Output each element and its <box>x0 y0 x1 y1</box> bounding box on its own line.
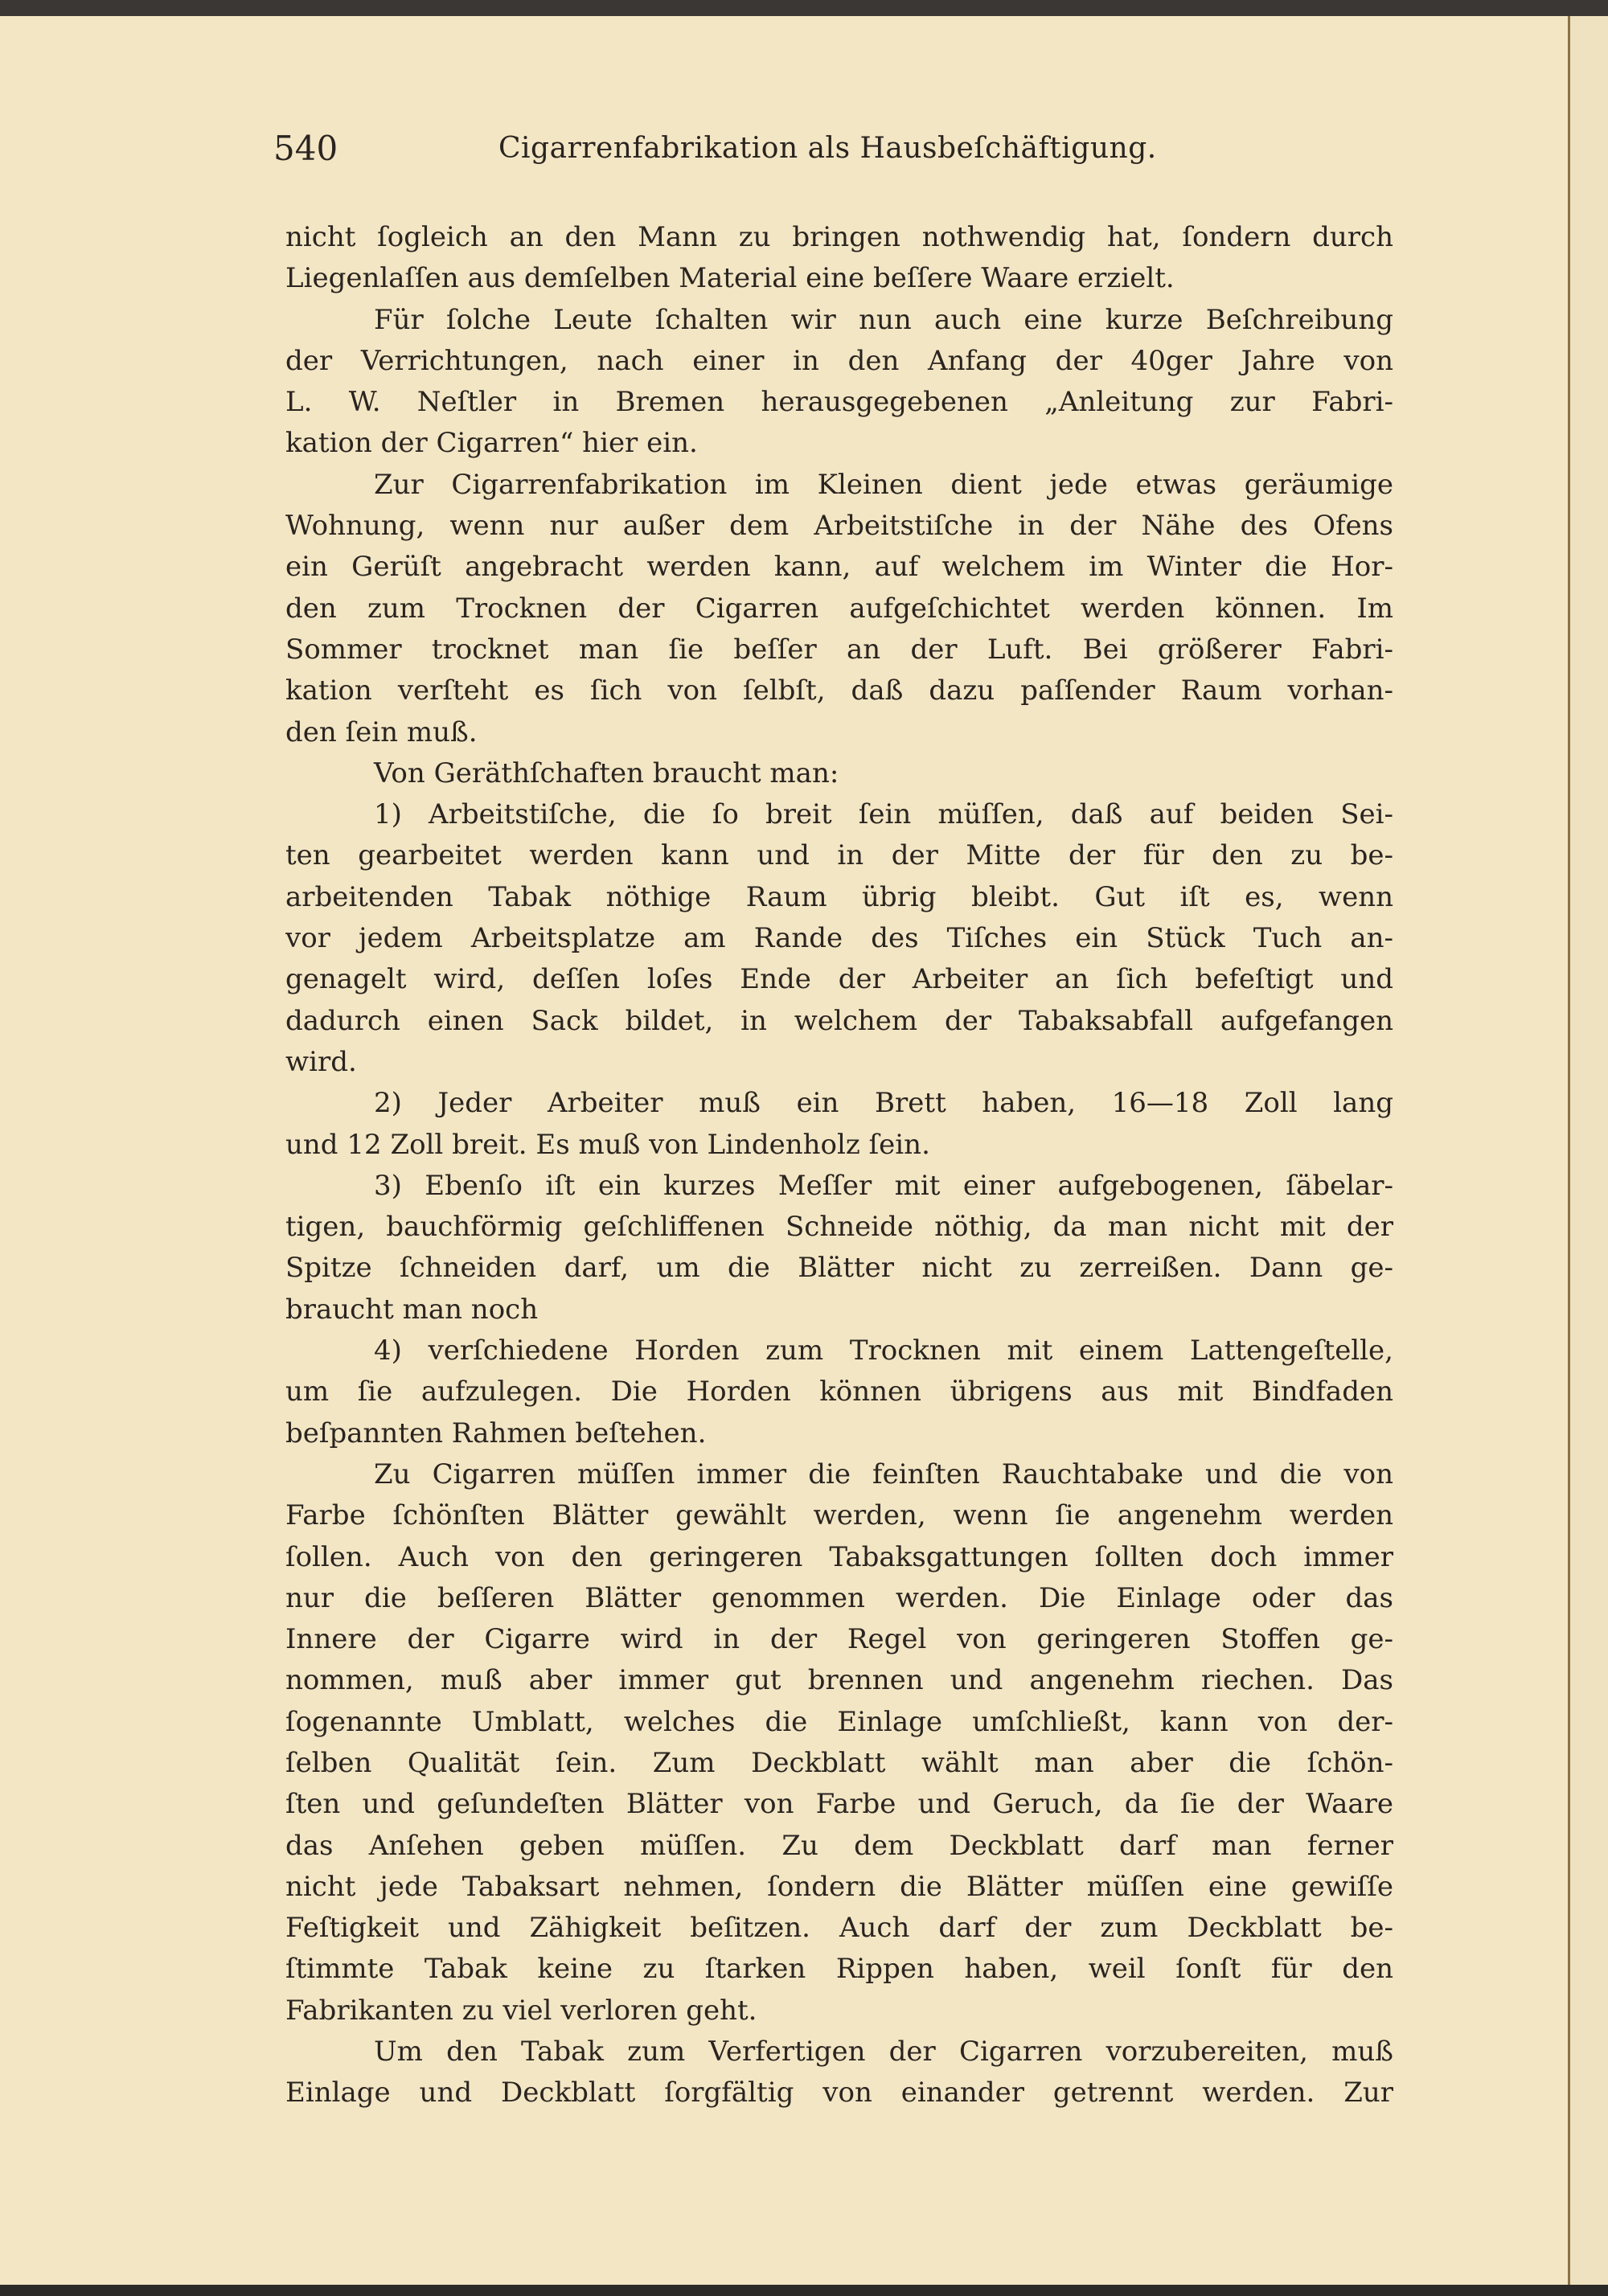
text-line: ſelben Qualität ſein. Zum Deckblatt wählt man aber die ſchön- <box>285 1746 1393 1779</box>
text-line: Zur Cigarrenfabrikation im Kleinen dient jede etwas geräumige <box>374 468 1393 501</box>
text-line: kation verſteht es ſich von ſelbſt, daß dazu paſſender Raum vorhan- <box>285 674 1393 707</box>
page-body-text <box>285 217 1393 2114</box>
text-line: arbeitenden Tabak nöthige Raum übrig bleibt. Gut iſt es, wenn <box>285 880 1393 913</box>
text-line: Fabrikanten zu viel verloren geht. <box>285 1994 757 2027</box>
text-line: ſten und geſundeſten Blätter von Farbe und Geruch, da ſie der Waare <box>285 1788 1393 1821</box>
text-line: Farbe ſchönſten Blätter gewählt werden, wenn ſie angenehm werden <box>285 1499 1393 1532</box>
text-line: Liegenlaſſen aus demſelben Material eine beſſere Waare erzielt. <box>285 262 1175 295</box>
page-header <box>273 129 1399 177</box>
text-line: braucht man noch <box>285 1293 539 1326</box>
page-number: 540 <box>273 129 338 168</box>
text-line: Innere der Cigarre wird in der Regel von geringeren Stoffen ge- <box>285 1623 1393 1656</box>
text-line: nicht jede Tabaksart nehmen, ſondern die Blätter müſſen eine gewiſſe <box>285 1870 1393 1903</box>
text-line: Von Geräthſchaften braucht man: <box>374 756 839 789</box>
text-line: Sommer trocknet man ſie beſſer an der Luft. Bei größerer Fabri- <box>285 633 1393 666</box>
text-line: 2) Jeder Arbeiter muß ein Brett haben, 16—18 Zoll lang <box>374 1087 1393 1120</box>
text-line: beſpannten Rahmen beſtehen. <box>285 1417 707 1449</box>
text-line: tigen, bauchförmig geſchliffenen Schneide nöthig, da man nicht mit der <box>285 1211 1393 1244</box>
text-line: Um den Tabak zum Verfertigen der Cigarren vorzubereiten, muß <box>374 2036 1393 2068</box>
text-line: Feſtigkeit und Zähigkeit beſitzen. Auch darf der zum Deckblatt be- <box>285 1912 1393 1945</box>
text-line: 1) Arbeitstiſche, die ſo breit ſein müſſen, daß auf beiden Sei- <box>374 798 1393 831</box>
text-line: wird. <box>285 1045 357 1078</box>
text-line: und 12 Zoll breit. Es muß von Lindenholz ſein. <box>285 1128 930 1161</box>
text-line: den zum Trocknen der Cigarren aufgeſchichtet werden können. Im <box>285 592 1393 625</box>
text-line: ſtimmte Tabak keine zu ſtarken Rippen haben, weil ſonſt für den <box>285 1953 1393 1986</box>
text-line: vor jedem Arbeitsplatze am Rande des Tiſches ein Stück Tuch an- <box>285 922 1393 955</box>
text-line: Einlage und Deckblatt ſorgfältig von einander getrennt werden. Zur <box>285 2077 1393 2109</box>
facing-page-edge <box>1570 16 1608 2285</box>
text-line: kation der Cigarren“ hier ein. <box>285 427 698 460</box>
text-line: nicht ſogleich an den Mann zu bringen nothwendig hat, ſondern durch <box>285 221 1393 253</box>
text-line: den ſein muß. <box>285 715 478 748</box>
text-line: der Verrichtungen, nach einer in den Anfang der 40ger Jahre von <box>285 344 1393 377</box>
text-line: 3) Ebenſo iſt ein kurzes Meſſer mit einer aufgebogenen, ſäbelar- <box>374 1169 1393 1202</box>
text-line: Spitze ſchneiden darf, um die Blätter nicht zu zerreißen. Dann ge- <box>285 1252 1393 1285</box>
text-line: ſollen. Auch von den geringeren Tabaksgattungen ſollten doch immer <box>285 1540 1393 1573</box>
text-line: nommen, muß aber immer gut brennen und angenehm riechen. Das <box>285 1664 1393 1697</box>
scan-bottom-edge <box>0 2285 1608 2296</box>
scan-top-edge <box>0 0 1608 16</box>
text-line: ten gearbeitet werden kann und in der Mitte der für den zu be- <box>285 839 1393 872</box>
text-line: dadurch einen Sack bildet, in welchem der Tabaksabfall aufgefangen <box>285 1004 1393 1037</box>
text-line: nur die beſſeren Blätter genommen werden. Die Einlage oder das <box>285 1581 1393 1614</box>
text-line: Zu Cigarren müſſen immer die feinſten Rauchtabake und die von <box>374 1458 1393 1490</box>
running-title: Cigarrenfabrikation als Hausbeſchäftigung. <box>498 132 1157 165</box>
text-line: Für ſolche Leute ſchalten wir nun auch eine kurze Beſchreibung <box>374 303 1393 336</box>
text-line: Wohnung, wenn nur außer dem Arbeitstiſche in der Nähe des Ofens <box>285 510 1393 543</box>
text-line: ein Gerüſt angebracht werden kann, auf welchem im Winter die Hor- <box>285 551 1393 584</box>
text-line: um ſie aufzulegen. Die Horden können übrigens aus mit Bindfaden <box>285 1376 1393 1408</box>
text-line: L. W. Neſtler in Bremen herausgegebenen „Anleitung zur Fabri- <box>285 386 1393 419</box>
text-line: ſogenannte Umblatt, welches die Einlage umſchließt, kann von der- <box>285 1705 1393 1738</box>
text-line: das Anſehen geben müſſen. Zu dem Deckblatt darf man ferner <box>285 1829 1393 1862</box>
text-line: genagelt wird, deſſen loſes Ende der Arbeiter an ſich befeſtigt und <box>285 963 1393 996</box>
text-line: 4) verſchiedene Horden zum Trocknen mit einem Lattengeſtelle, <box>374 1335 1393 1367</box>
